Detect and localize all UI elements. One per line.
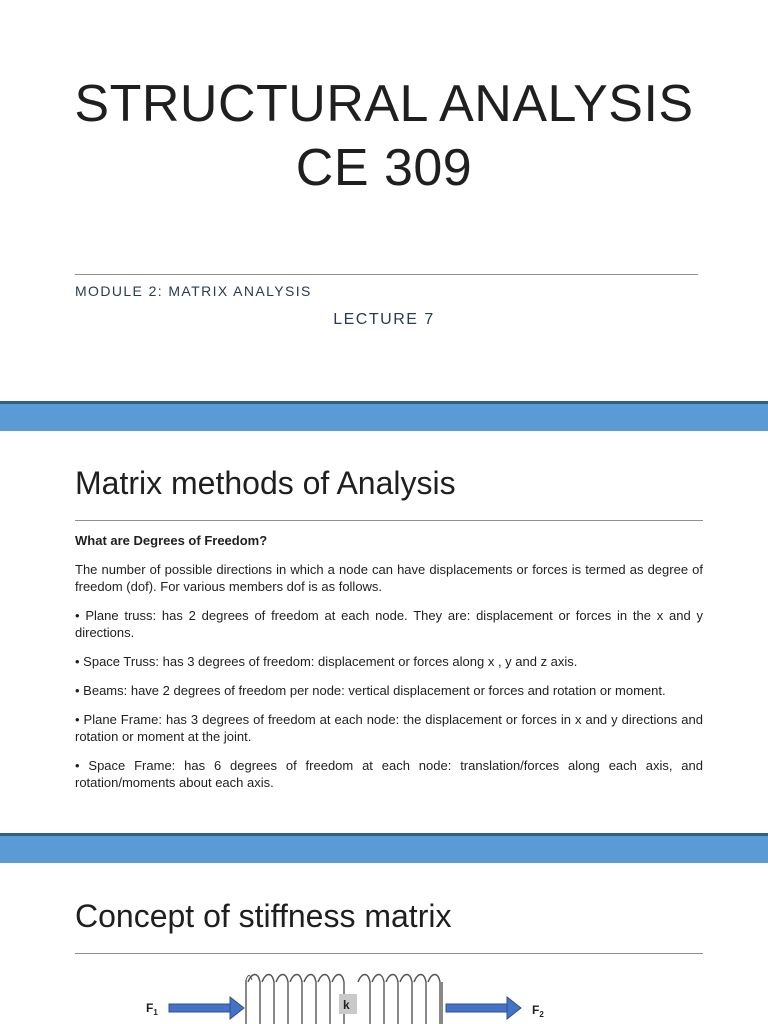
title-slide [0,0,768,400]
slide-body [75,532,703,803]
module-subtitle: MODULE 2: MATRIX ANALYSIS [75,283,312,299]
title-line-2: CE 309 [295,139,473,197]
heading-divider [75,520,703,521]
bullet-plane-truss: • Plane truss: has 2 degrees of freedom at each node. They are: displacement or forces in the x and y directions. [75,608,703,640]
title-divider [75,274,698,275]
title-line-1: STRUCTURAL ANALYSIS [74,75,694,133]
force-arrow-right-icon [446,997,521,1019]
bullet-plane-frame: • Plane Frame: has 3 degrees of freedom at each node: the displacement or forces in x and y directions and rotation or moment at the joint. [75,712,703,744]
question-heading: What are Degrees of Freedom? [75,533,268,548]
intro-paragraph: The number of possible directions in which a node can have displacements or forces is termed as degree of freedom (dof). For various members dof is as follows. [75,562,703,594]
heading-divider [75,953,703,954]
spring-diagram [140,970,560,1024]
presentation-title [0,72,768,200]
slide-heading: Matrix methods of Analysis [75,465,456,501]
slide-heading: Concept of stiffness matrix [75,898,452,934]
lecture-subtitle: LECTURE 7 [333,311,435,328]
force-arrow-left-icon [169,997,244,1019]
stiffness-label: k [343,998,350,1012]
bullet-space-truss: • Space Truss: has 3 degrees of freedom: displacement or forces along x , y and z axis. [75,654,578,669]
force-left-label: $F_1$ [146,1001,158,1017]
stiffness-slide [0,864,768,1024]
dof-slide [0,431,768,833]
slide-separator [0,833,768,863]
force-right-label: $F_2$ [532,1003,544,1019]
bullet-beams: • Beams: have 2 degrees of freedom per node: vertical displacement or forces and rotation or moment. [75,683,666,698]
slide-separator [0,401,768,431]
bullet-space-frame: • Space Frame: has 6 degrees of freedom at each node: translation/forces along each axis, and rotation/moments about each axis. [75,758,703,790]
